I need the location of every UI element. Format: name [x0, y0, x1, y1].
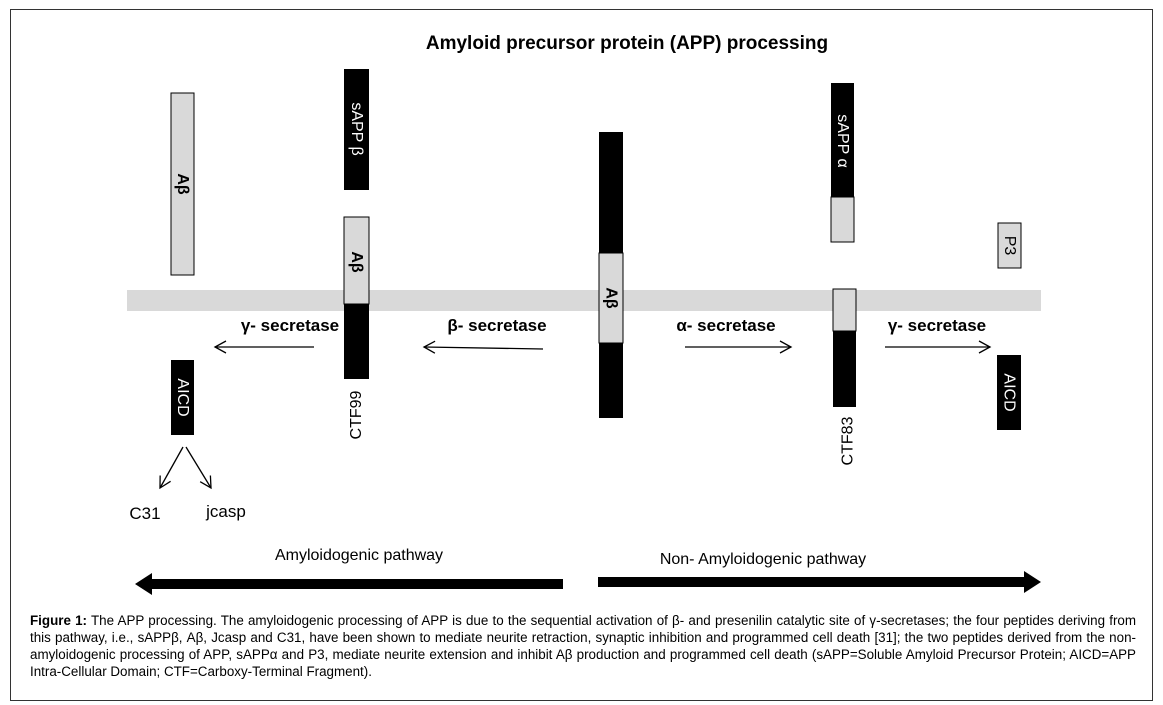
app-bottom-segment [599, 343, 623, 418]
ctf83-label: CTF83 [839, 416, 857, 466]
alpha-secretase-label: α- secretase [676, 316, 776, 335]
aicd-left-label: AICD [174, 378, 191, 417]
sapp-beta-label: sAPP β [348, 102, 365, 156]
amyloidogenic-pathway-arrow [135, 573, 563, 595]
jcasp-arrow [186, 447, 211, 488]
amyloidogenic-pathway-label: Amyloidogenic pathway [274, 547, 444, 564]
caption-label: Figure 1: [30, 613, 88, 628]
gamma-left-label: γ- secretase [240, 316, 340, 335]
non-amyloidogenic-pathway-arrow [598, 571, 1041, 593]
c31-label: C31 [129, 504, 161, 523]
ctf99-label: CTF99 [348, 390, 365, 440]
ctf83-light-segment [833, 289, 856, 331]
diagram-title: Amyloid precursor protein (APP) processing [425, 33, 829, 54]
non-amyloidogenic-pathway-label: Non- Amyloidogenic pathway [659, 551, 867, 568]
ctf83-dark-segment [833, 331, 856, 407]
app-abeta-label: Aβ [602, 287, 620, 309]
gamma-right-label: γ- secretase [887, 316, 987, 335]
sapp-alpha-light-segment [831, 197, 854, 242]
aicd-right-label: AICD [1000, 373, 1018, 412]
sapp-alpha-label: sAPP α [834, 114, 851, 168]
ctf99-intracellular-segment [344, 304, 369, 379]
ctf99-abeta-label: Aβ [348, 251, 365, 273]
beta-secretase-label: β- secretase [447, 316, 547, 335]
p3-label: P3 [1001, 235, 1018, 256]
caption-text: The APP processing. The amyloidogenic processing of APP is due to the sequential activation of β- and presenilin catalytic site of γ-secretases; the four peptides deriving from this pathway, i.e., sAPPβ, Aβ, Jcasp and C31, have been shown to mediate neurite retraction, synaptic inhibition and programmed cell death [31]; the two peptides derived from the non-amyloidogenic processing of APP, sAPPα and P3, mediate neurite extension and inhibit Aβ production and programmed cell death (sAPP=Soluble Amyloid Precursor Protein; AICD=APP Intra-Cellular Domain; CTF=Carboxy-Terminal Fragment). [30, 613, 1137, 679]
app-top-segment [599, 132, 623, 253]
abeta-free-label: Aβ [174, 173, 191, 195]
jcasp-label: jcasp [206, 502, 246, 521]
membrane-band [127, 290, 1041, 311]
figure-caption [30, 612, 1136, 680]
c31-arrow [160, 447, 183, 488]
beta-arrow [424, 347, 543, 349]
